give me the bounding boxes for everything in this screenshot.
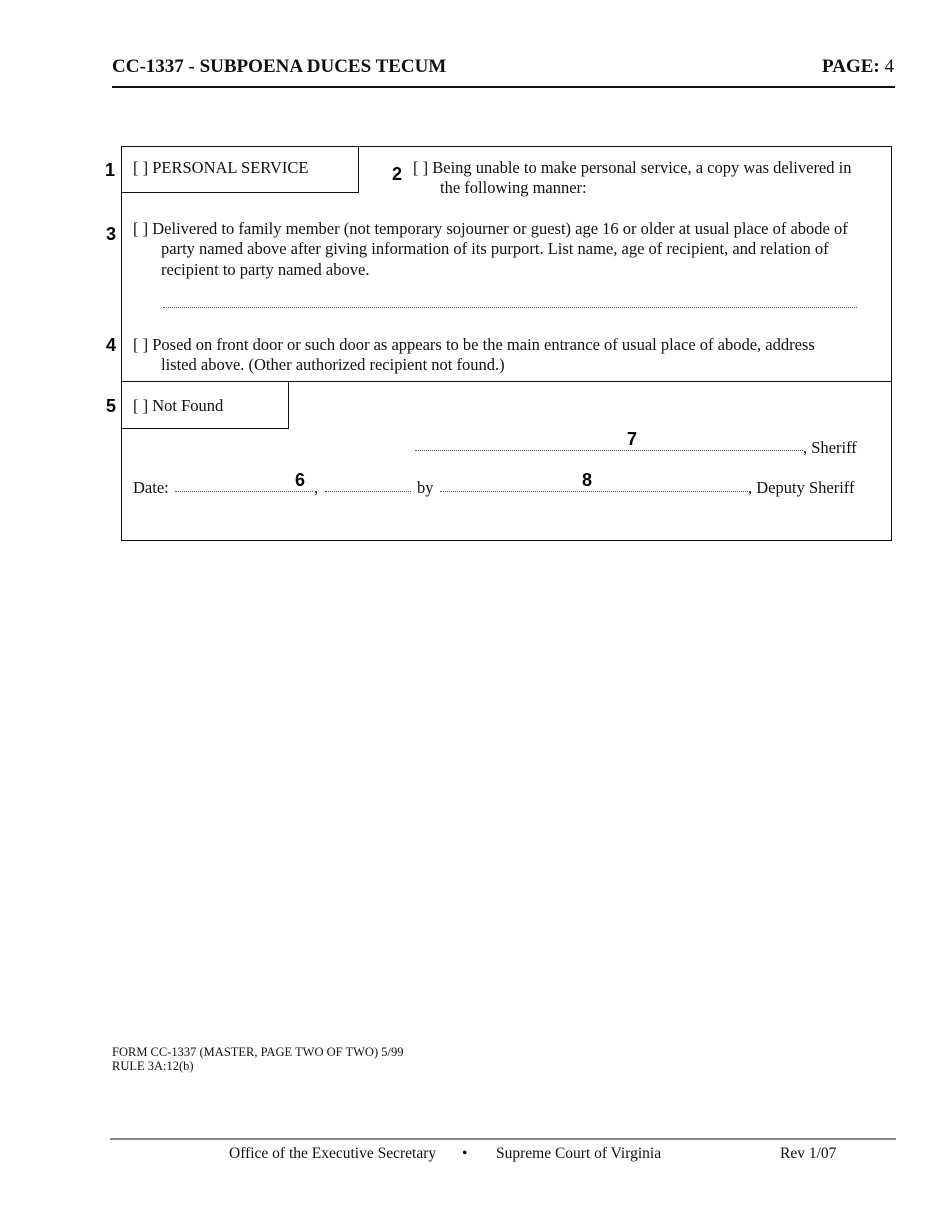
posted-door-text: listed above. (Other authorized recipient not found.)	[161, 355, 505, 374]
field-number-5: 5	[106, 396, 117, 416]
date-comma: ,	[314, 478, 319, 497]
form-title: CC-1337 - SUBPOENA DUCES TECUM	[112, 56, 447, 77]
sheriff-label: , Sheriff	[803, 438, 857, 457]
field-number-4: 4	[106, 335, 117, 355]
field-number-7: 7	[627, 429, 638, 449]
page-label: PAGE:	[822, 56, 880, 77]
footer-revision: Rev 1/07	[780, 1145, 837, 1162]
personal-service-checkbox[interactable]: [ ] PERSONAL SERVICE	[133, 158, 309, 177]
date-label: Date:	[133, 478, 169, 497]
page-number: 4	[884, 56, 894, 77]
footer-bullet-icon: •	[462, 1145, 468, 1162]
form-number: FORM CC-1337 (MASTER, PAGE TWO OF TWO) 5/99	[112, 1045, 404, 1059]
rule-reference: RULE 3A:12(b)	[112, 1059, 194, 1073]
substitute-service-checkbox[interactable]: [ ] Being unable to make personal service, a copy was delivered in	[413, 158, 852, 177]
recipient-info-field[interactable]	[163, 307, 857, 308]
family-member-text-line2: party named above after giving information of its purport. List name, age of recipient, and relation of	[161, 239, 829, 258]
posted-door-checkbox[interactable]: [ ] Posed on front door or such door as appears to be the main entrance of usual place of abode, address	[133, 335, 815, 354]
field-number-8: 8	[582, 470, 593, 490]
date-field[interactable]	[175, 491, 313, 492]
footer-office: Office of the Executive Secretary	[229, 1145, 437, 1162]
not-found-checkbox[interactable]: [ ] Not Found	[133, 396, 224, 415]
header-divider	[112, 86, 895, 88]
footer-court: Supreme Court of Virginia	[496, 1145, 662, 1162]
by-label: by	[417, 478, 434, 497]
substitute-service-text: the following manner:	[440, 178, 587, 197]
page-indicator	[822, 56, 894, 78]
field-number-2: 2	[392, 164, 403, 184]
footer-divider	[110, 1138, 896, 1140]
deputy-sheriff-field[interactable]	[440, 491, 748, 492]
year-field[interactable]	[325, 491, 411, 492]
field-number-3: 3	[106, 224, 117, 244]
family-member-checkbox[interactable]: [ ] Delivered to family member (not temporary sojourner or guest) age 16 or older at usual place of abode of	[133, 219, 848, 238]
family-member-text-line3: recipient to party named above.	[161, 260, 370, 279]
sheriff-name-field[interactable]	[415, 450, 803, 451]
field-number-6: 6	[295, 470, 306, 490]
field-number-1: 1	[105, 160, 116, 180]
deputy-sheriff-label: , Deputy Sheriff	[748, 478, 855, 497]
